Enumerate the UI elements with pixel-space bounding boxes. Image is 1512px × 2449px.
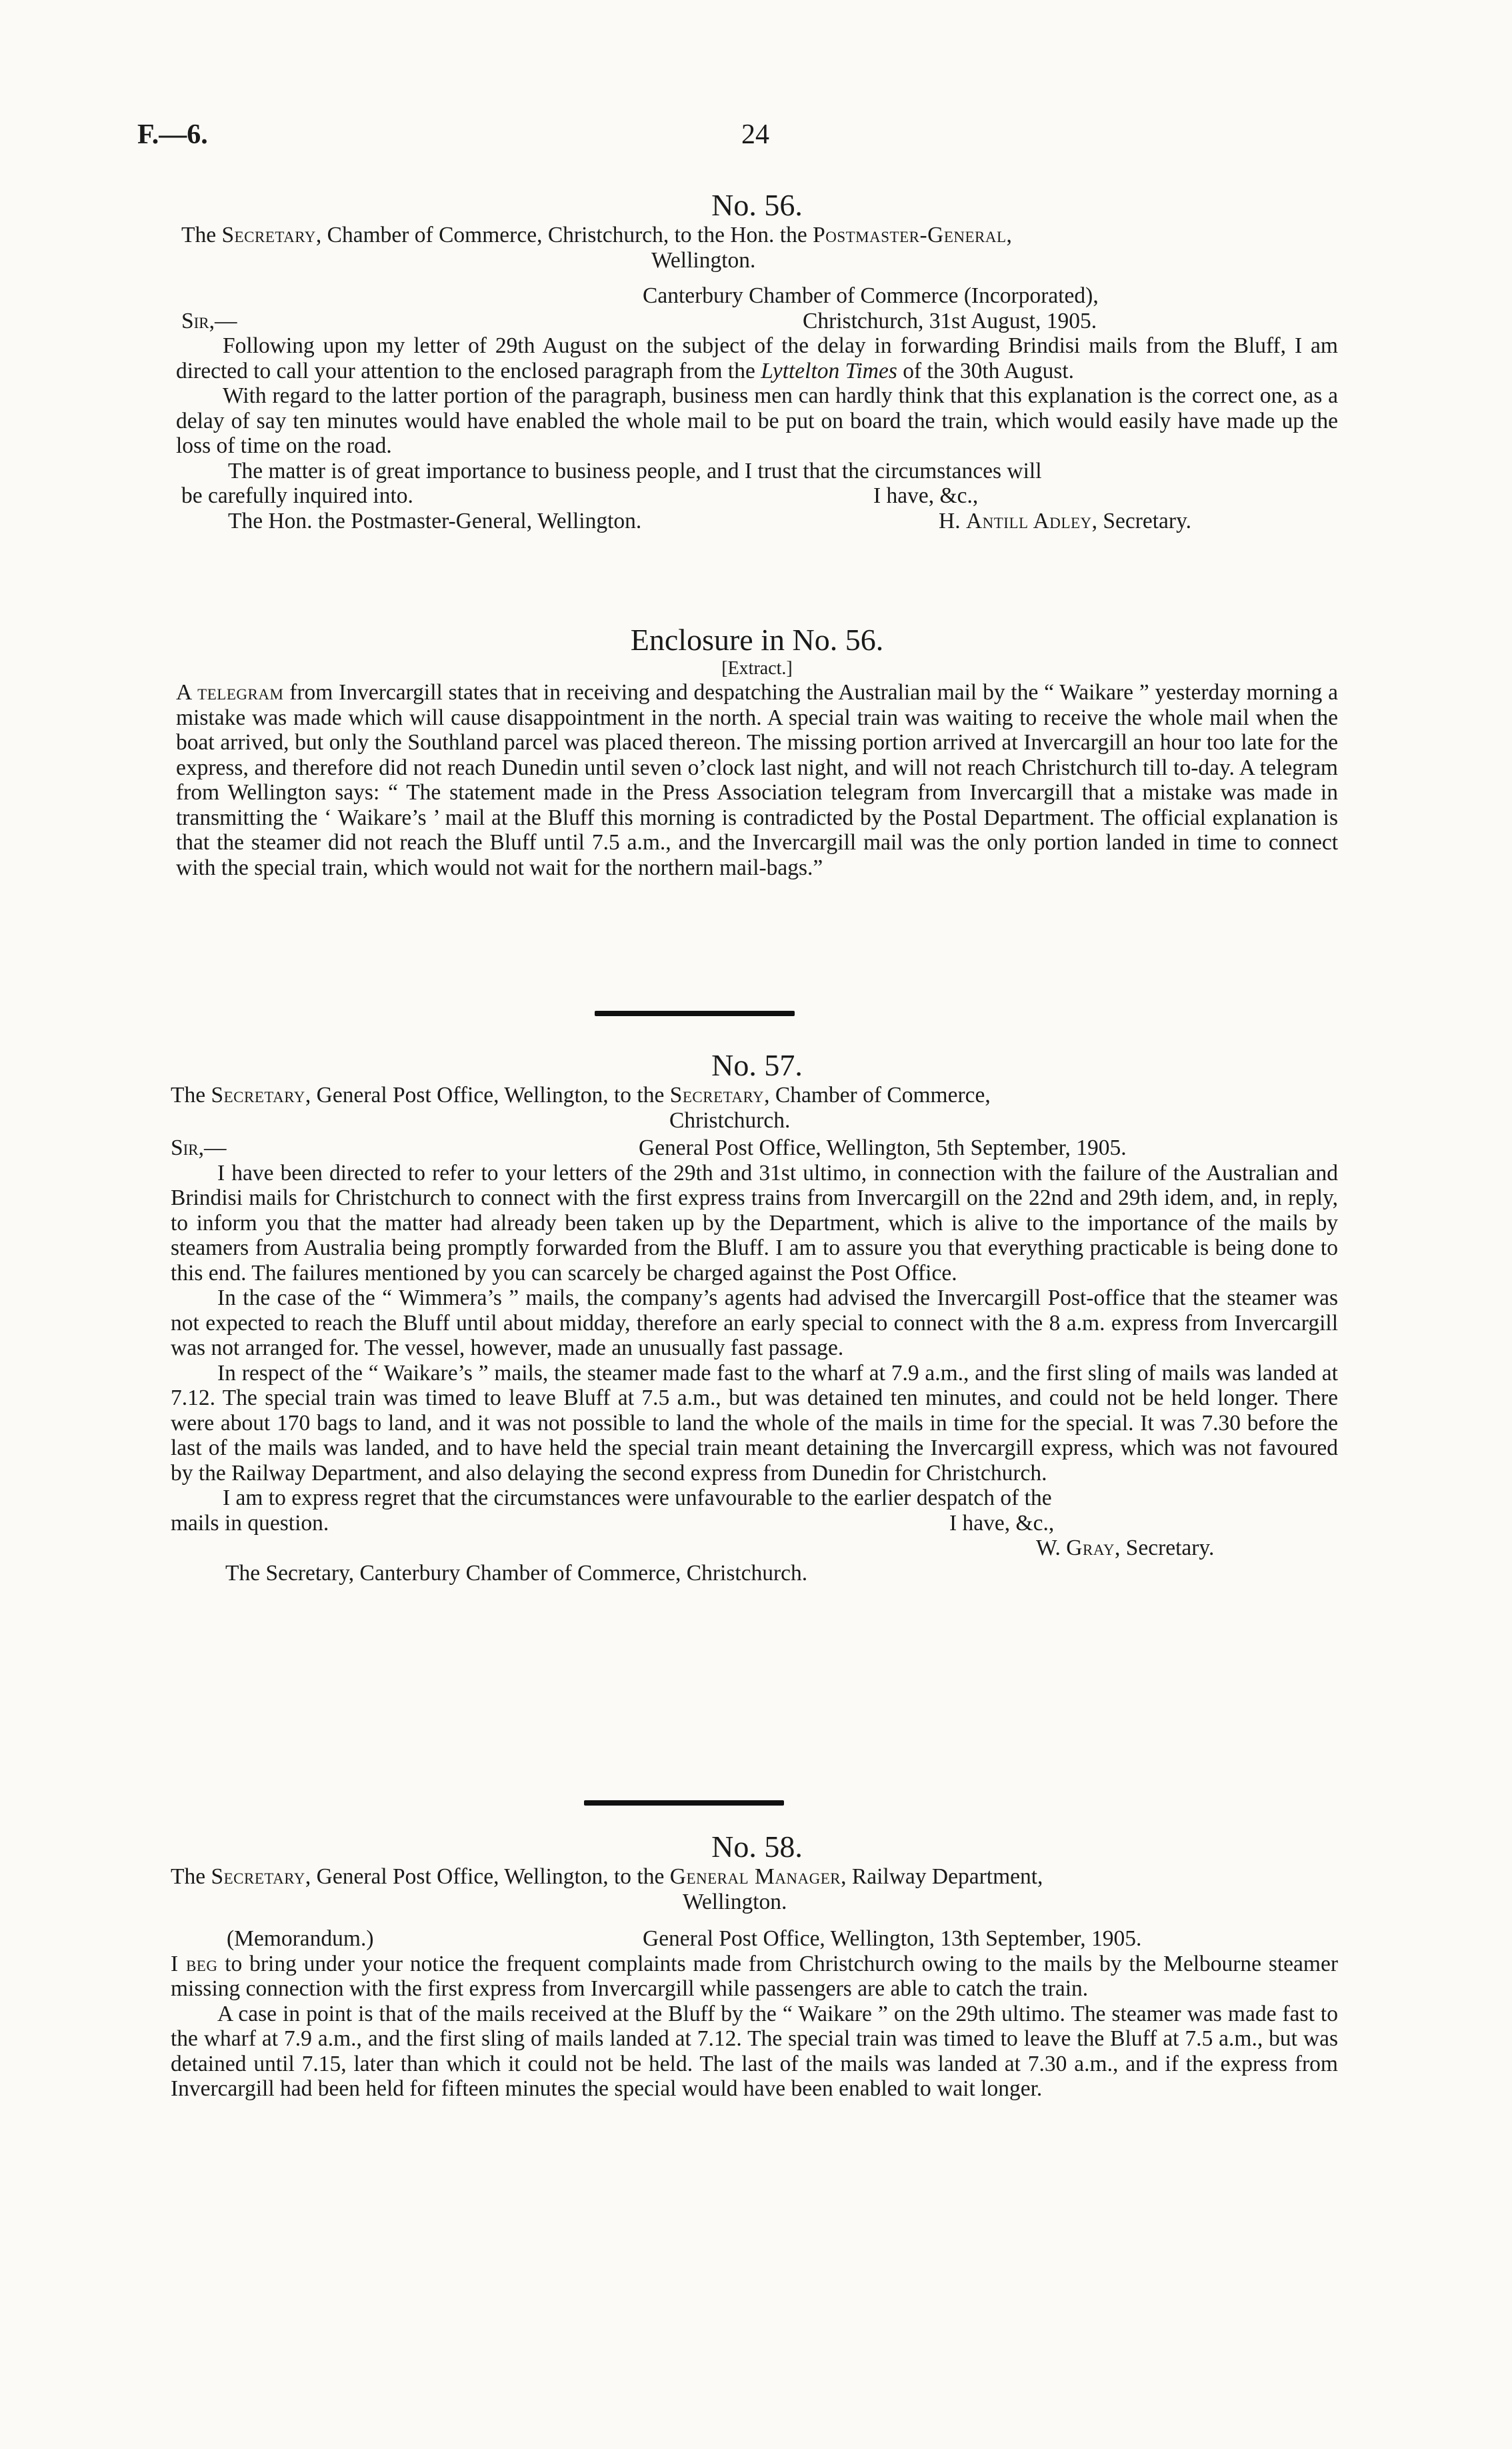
memorandum-label: (Memorandum.) <box>227 1926 374 1951</box>
salutation: Sir,— <box>181 308 237 333</box>
section-divider <box>595 1011 795 1016</box>
signature: H. Antill Adley, Secretary. <box>939 508 1192 533</box>
paragraph: In the case of the “ Wimmera’s ” mails, the company’s agents had advised the Invercargill Post-office that the steamer was not expected to reach the Bluff until about midday, therefore an early special to connect with the 8 a.m. express from Invercargill was not arranged for. The vessel, however, made an unusually fast passage. <box>171 1286 1338 1360</box>
signature: W. Gray, Secretary. <box>1036 1536 1215 1560</box>
section-heading: No. 58. <box>711 1830 803 1864</box>
enclosure-section <box>176 623 1338 880</box>
paragraph: I beg to bring under your notice the frequent complaints made from Christchurch owing to the mails by the Melbourne steamer missing connection with the first express from Invercargill while passengers are able to catch the train. <box>171 1951 1338 2001</box>
place-date: General Post Office, Wellington, 5th September, 1905. <box>639 1135 1127 1160</box>
paragraph: I am to express regret that the circumstances were unfavourable to the earlier despatch of the <box>223 1486 1052 1510</box>
paragraph: A case in point is that of the mails received at the Bluff by the “ Waikare ” on the 29th ultimo. The steamer was made fast to the wharf at 7.9 a.m., and the first sling of mails landed at 7.12. The special train was timed to leave the Bluff at 7.5 a.m., but was detained until 7.15, later than which it could not be held. The last of the mails was landed at 7.30 a.m., and if the express from Invercargill had been held for fifteen minutes the special would have been enabled to wait longer. <box>171 2001 1338 2101</box>
addressee: The Hon. the Postmaster-General, Wellington. <box>228 508 642 533</box>
closing: I have, &c., <box>873 483 979 508</box>
paragraph: The matter is of great importance to business people, and I trust that the circumstances will <box>228 458 1042 483</box>
section-heading: No. 56. <box>711 188 803 222</box>
enclosure-title: Enclosure in No. 56. <box>630 623 884 657</box>
section-no-58 <box>171 1830 1338 2102</box>
routing-line: The Secretary, Chamber of Commerce, Christchurch, to the Hon. the Postmaster-General, <box>181 223 1012 247</box>
place-date: General Post Office, Wellington, 13th September, 1905. <box>643 1926 1142 1951</box>
closing: I have, &c., <box>949 1510 1055 1536</box>
newspaper-title: Lyttelton Times <box>761 358 897 383</box>
routing-line: The Secretary, General Post Office, Wellington, to the General Manager, Railway Department, <box>171 1864 1043 1889</box>
section-heading: No. 57. <box>711 1048 803 1082</box>
section-divider <box>584 1800 784 1806</box>
routing-continuation: Christchurch. <box>669 1107 791 1133</box>
paragraph: In respect of the “ Waikare’s ” mails, the steamer made fast to the wharf at 7.9 a.m., and the first sling of mails was landed at 7.12. The special train was timed to leave Bluff at 7.5 a.m., but was detained ten minutes, and could not be held longer. There were about 170 bags to land, and it was not possible to land the whole of the mails in time for the special. It was 7.30 before the last of the mails was landed, and to have held the special train meant detaining the Invercargill express, which was not favoured by the Railway Department, and also delaying the second express from Dunedin for Christchurch. <box>171 1360 1338 1486</box>
routing-continuation: Wellington. <box>683 1889 787 1914</box>
routing-line: The Secretary, General Post Office, Wellington, to the Secretary, Chamber of Commerce, <box>171 1083 991 1107</box>
salutation: Sir,— <box>171 1135 227 1160</box>
place-date: Christchurch, 31st August, 1905. <box>803 308 1097 333</box>
paragraph: Following upon my letter of 29th August on the subject of the delay in forwarding Brindisi mails from the Bluff, I am directed to call your attention to the enclosed paragraph from the Lyttelton Times of the 30th August. <box>176 333 1338 383</box>
routing-continuation: Wellington. <box>651 247 756 273</box>
page-number: 24 <box>741 119 769 150</box>
section-no-56: No. 56. The Secretary, Chamber of Commerce, Christchurch, to the Hon. the Postmaster-General, Wellington. Canterbury Chamber of Commerce (Incorporated), Sir,— Christchurch, 31st August, 1905. Following upon my letter of 29th August on the subject of the delay in forwarding Brindisi mails from the Bluff, I am directed to call your attention to the enclosed paragraph from the Lyttelton Times of the 30th August. With regard to the latter portion of the paragraph, business men can hardly think that this explanation is the correct one, as a delay of say ten minutes would have enabled the whole mail to be put on board the train, which would easily have made up the loss of time on the road. The matter is of great importance to business people, and I trust that the circumstances will be carefully inquired into. I have, &c., The Hon. the Postmaster-General, Wellington. H. Antill Adley, Secretary. <box>176 188 1338 533</box>
paragraph: With regard to the latter portion of the paragraph, business men can hardly think that this explanation is the correct one, as a delay of say ten minutes would have enabled the whole mail to be put on board the train, which would easily have made up the loss of time on the road. <box>176 383 1338 458</box>
page-ref: F.—6. <box>137 119 208 150</box>
extract-label: [Extract.] <box>721 658 793 679</box>
paragraph: A telegram from Invercargill states that in receiving and despatching the Australian mail by the “ Waikare ” yesterday morning a mistake was made which will cause disappointment in the north. A special train was waiting to receive the whole mail when the boat arrived, but only the Southland parcel was placed thereon. The missing portion arrived at Invercargill an hour too late for the express, and therefore did not reach Dunedin until seven o’clock last night, and will not reach Christchurch till to-day. A telegram from Wellington says: “ The statement made in the Press Association telegram from Invercargill that a mistake was made in transmitting the ‘ Waikare’s ’ mail at the Bluff this morning is contradicted by the Postal Department. The official explanation is that the steamer did not reach the Bluff until 7.5 a.m., and the Invercargill mail was the only portion landed in time to connect with the special train, which would not wait for the northern mail-bags.” <box>176 680 1338 880</box>
addressee: The Secretary, Canterbury Chamber of Commerce, Christchurch. <box>225 1560 808 1586</box>
section-no-57: No. 57. The Secretary, General Post Office, Wellington, to the Secretary, Chamber of Commerce, Christchurch. Sir,— General Post Office, Wellington, 5th September, 1905. I have been directed to refer to your letters of the 29th and 31st ultimo, in connection with the failure of the Australian and Brindisi mails for Christchurch to connect with the first express trains from Invercargill on the 22nd and 29th idem, and, in reply, to inform you that the matter had already been taken up by the Department, which is alive to the importance of the mails by steamers from Australia being promptly forwarded from the Bluff. I am to assure you that everything practicable is being done to this end. The failures mentioned by you can scarcely be charged against the Post Office. In the case of the “ Wimmera’s ” mails, the company’s agents had advised the Invercargill Post-office that the steamer was not expected to reach the Bluff until about midday, therefore an early special to connect with the 8 a.m. express from Invercargill was not arranged for. The vessel, however, made an unusually fast passage. In respect of the “ Waikare’s ” mails, the steamer made fast to the wharf at 7.9 a.m., and the first sling of mails was landed at 7.12. The special train was timed to leave Bluff at 7.5 a.m., but was detained ten minutes, and could not be held longer. There were about 170 bags to land, and it was not possible to land the whole of the mails in time for the special. It was 7.30 before the last of the mails was landed, and to have held the special train meant detaining the Invercargill express, which was not favoured by the Railway Department, and also delaying the second express from Dunedin for Christchurch. I am to express regret that the circumstances were unfavourable to the earlier despatch of the mails in question. I have, &c., W. Gray, Secretary. The Secretary, Canterbury Chamber of Commerce, Christchurch. <box>171 1048 1338 1586</box>
sender-organisation: Canterbury Chamber of Commerce (Incorporated), <box>643 283 1099 308</box>
paragraph: I have been directed to refer to your letters of the 29th and 31st ultimo, in connection with the failure of the Australian and Brindisi mails for Christchurch to connect with the first express trains from Invercargill on the 22nd and 29th idem, and, in reply, to inform you that the matter had already been taken up by the Department, which is alive to the importance of the mails by steamers from Australia being promptly forwarded from the Bluff. I am to assure you that everything practicable is being done to this end. The failures mentioned by you can scarcely be charged against the Post Office. <box>171 1160 1338 1286</box>
